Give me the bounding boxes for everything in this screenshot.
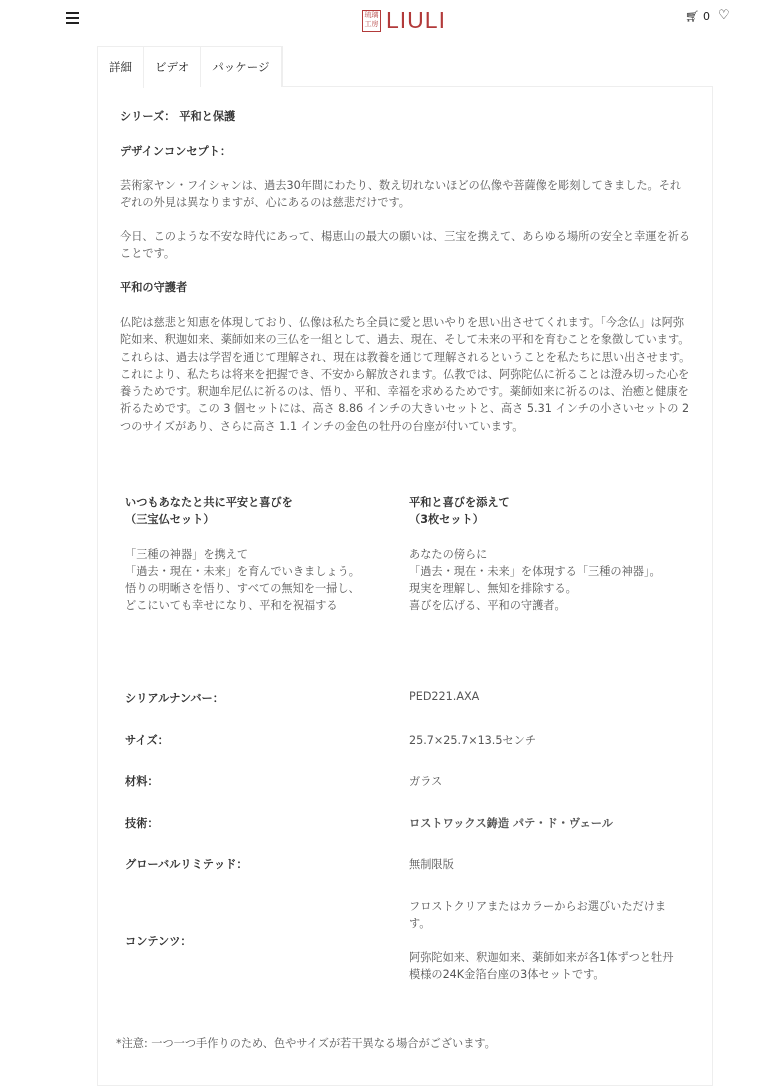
menu-icon[interactable] [66,12,79,27]
series-label: シリーズ： [120,110,176,123]
spec-label-limited: グローバルリミテッド： [125,858,248,871]
column-title: 平和と喜びを添えて [409,496,510,509]
spec-label-material: 材料： [125,775,159,788]
series-value: 平和と保護 [179,110,236,123]
column-line: 「過去・現在・未来」を育んでいきましょう。 [125,564,360,578]
tab-bar [97,46,283,87]
spec-label-contents: コンテンツ： [125,935,192,948]
column-line: 悟りの明晰さを悟り、すべての無知を一掃し、 [125,582,360,596]
column-line: 現実を理解し、無知を排除する。 [409,582,577,596]
column-line: 「過去・現在・未来」を体現する「三種の神器」。 [409,564,661,578]
spec-value-contents-2: 阿弥陀如来、釈迦如来、薬師如来が各1体ずつと牡丹模様の24K金箔台座の3体セットです。 [409,951,674,982]
guardian-heading: 平和の守護者 [120,281,188,294]
concept-paragraph-2: 今日、このような不安な時代にあって、楊恵山の最大の願いは、三宝を携えて、あらゆる場所の安全と幸運を祈ることです。 [120,230,691,261]
logo-seal-icon: 琉璃 工房 [362,10,381,32]
spec-value-material: ガラス [409,775,443,788]
cart-button[interactable] [685,10,710,23]
column-line: 「三種の神器」を携えて [125,547,249,561]
column-line: どこにいても幸せになり、平和を祝福する [125,599,338,613]
spec-label-technique: 技術： [125,817,159,830]
concept-heading: デザインコンセプト： [120,145,232,158]
column-2 [409,494,699,615]
handmade-note: *注意: 一つ一つ手作りのため、色やサイズが若干異なる場合がございます。 [116,1037,496,1050]
column-subtitle: （三宝仏セット） [125,513,215,527]
guardian-paragraph: 仏陀は慈悲と知恵を体現しており、仏像は私たち全員に愛と思いやりを思い出させてくれます。「今念仏」は阿弥陀如来、釈迦如来、薬師如来の三仏を一組として、過去、現在、そして未来の平和を育むことを象徴しています。これらは、過去は学習を通じて理解され、現在は教養を通じて理解されるということを私たちに思い出させます。これにより、私たちは将来を把握でき、不安から解放されます。仏教では、阿弥陀仏に祈ることは澄み切った心を養うためです。釈迦牟尼仏に祈るのは、悟り、平和、幸福を求めるためです。薬師如来に祈るのは、治癒と健康を祈るためです。この 3 個セットには、高さ 8.86 インチの大きいセットと、高さ 5.31 インチの小さいセットの 2 つのサイズがあり、さらに高さ 1.1 インチの金色の牡丹の台座が付いています。 [120,316,691,433]
series-row [120,108,235,124]
column-title: いつもあなたと共に平安と喜びを [125,496,293,509]
column-line: あなたの傍らに [409,547,488,561]
tab-package[interactable]: パッケージ [201,47,281,87]
spec-value-technique: ロストワックス鋳造 パテ・ド・ヴェール [409,817,613,830]
spec-value-contents-1: フロストクリアまたはカラーからお選びいただけます。 [409,900,667,931]
spec-label-serial: シリアルナンバー： [125,692,224,705]
spec-value-serial: PED221.AXA [409,690,480,703]
logo-text: LIULI [386,7,446,33]
tab-details[interactable]: 詳細 [98,47,144,88]
column-1 [125,494,415,615]
cart-icon: 🛒︎ [685,10,699,23]
spec-value-limited: 無制限版 [409,858,454,871]
wishlist-icon[interactable]: ♡ [718,8,730,23]
tab-video[interactable]: ビデオ [144,47,201,87]
column-line: 喜びを広げる、平和の守護者。 [409,599,566,613]
logo[interactable] [362,7,446,34]
cart-count: 0 [702,10,710,23]
spec-label-size: サイズ： [125,734,169,747]
column-subtitle: （3枚セット） [409,513,484,527]
spec-value-size: 25.7×25.7×13.5センチ [409,734,537,747]
concept-paragraph-1: 芸術家ヤン・フイシャンは、過去30年間にわたり、数え切れないほどの仏像や菩薩像を彫刻してきました。それぞれの外見は異なりますが、心にあるのは慈悲だけです。 [120,179,682,210]
